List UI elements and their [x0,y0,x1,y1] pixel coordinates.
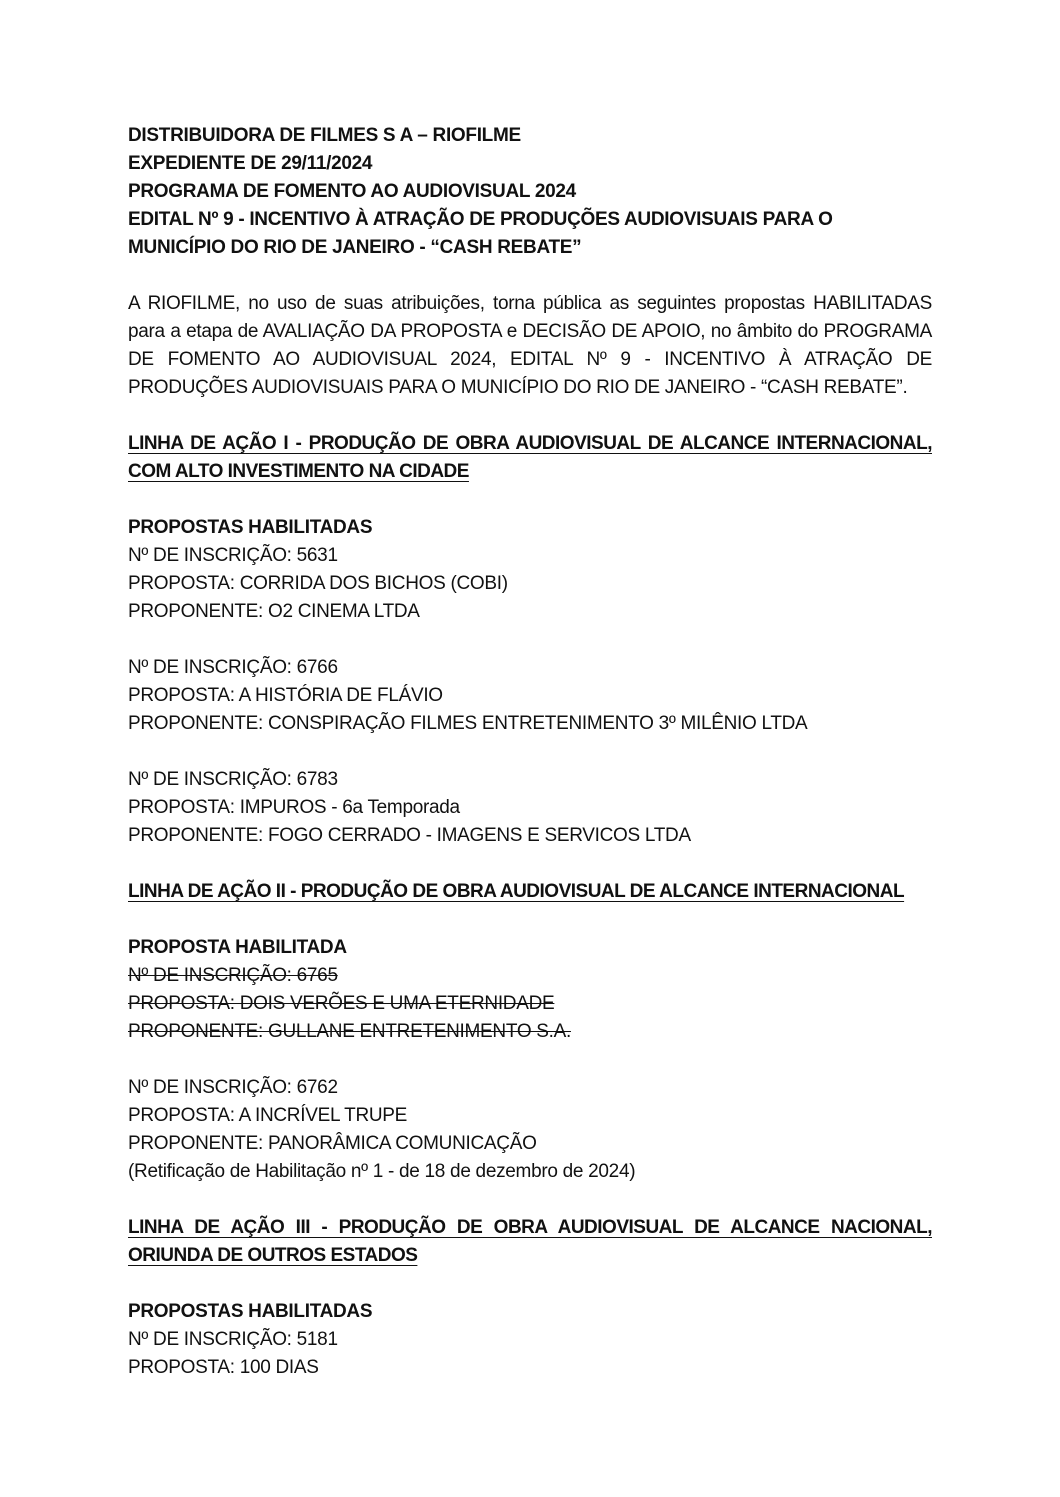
proposal-entry [128,542,932,626]
section-heading: LINHA DE AÇÃO I - PRODUÇÃO DE OBRA AUDIOVISUAL DE ALCANCE INTERNACIONAL, COM ALTO INVESTIMENTO NA CIDADE [128,433,932,482]
section-subheading: PROPOSTAS HABILITADAS [128,1301,373,1322]
proposal-entry-struck [128,962,932,1046]
section-linha-acao-2 [128,878,932,1186]
proposal-entry [128,1326,932,1382]
proposal-entry [128,766,932,850]
entry-proposta: PROPOSTA: A INCRÍVEL TRUPE [128,1105,408,1126]
entry-inscricao: Nº DE INSCRIÇÃO: 6762 [128,1077,338,1098]
header-line-company: DISTRIBUIDORA DE FILMES S A – RIOFILME [128,125,521,146]
entry-proposta: PROPOSTA: 100 DIAS [128,1357,319,1378]
entry-retificacao-note: (Retificação de Habilitação nº 1 - de 18 de dezembro de 2024) [128,1161,636,1182]
entry-proposta: PROPOSTA: DOIS VERÕES E UMA ETERNIDADE [128,993,555,1014]
header-line-expediente: EXPEDIENTE DE 29/11/2024 [128,153,373,174]
intro-paragraph: A RIOFILME, no uso de suas atribuições, torna pública as seguintes propostas HABILITADAS para a etapa de AVALIAÇÃO DA PROPOSTA e DECISÃO DE APOIO, no âmbito do PROGRAMA DE FOMENTO AO AUDIOVISUAL 2024, EDITAL Nº 9 - INCENTIVO À ATRAÇÃO DE PRODUÇÕES AUDIOVISUAIS PARA O MUNICÍPIO DO RIO DE JANEIRO - “CASH REBATE”. [128,293,932,398]
header-line-edital: EDITAL Nº 9 - INCENTIVO À ATRAÇÃO DE PRODUÇÕES AUDIOVISUAIS PARA O MUNICÍPIO DO RIO DE JANEIRO - “CASH REBATE” [128,209,833,258]
entry-proponente: PROPONENTE: CONSPIRAÇÃO FILMES ENTRETENIMENTO 3º MILÊNIO LTDA [128,713,808,734]
header-line-programa: PROGRAMA DE FOMENTO AO AUDIOVISUAL 2024 [128,181,576,202]
entry-proponente: PROPONENTE: O2 CINEMA LTDA [128,601,420,622]
entry-inscricao: Nº DE INSCRIÇÃO: 5631 [128,545,338,566]
entry-inscricao: Nº DE INSCRIÇÃO: 6766 [128,657,338,678]
entry-inscricao: Nº DE INSCRIÇÃO: 5181 [128,1329,338,1350]
section-heading: LINHA DE AÇÃO II - PRODUÇÃO DE OBRA AUDIOVISUAL DE ALCANCE INTERNACIONAL [128,881,905,902]
entry-proponente: PROPONENTE: FOGO CERRADO - IMAGENS E SERVICOS LTDA [128,825,691,846]
section-linha-acao-1 [128,430,932,850]
section-subheading: PROPOSTA HABILITADA [128,937,347,958]
proposal-entry [128,1074,932,1186]
section-heading: LINHA DE AÇÃO III - PRODUÇÃO DE OBRA AUDIOVISUAL DE ALCANCE NACIONAL, ORIUNDA DE OUTROS ESTADOS [128,1217,932,1266]
section-linha-acao-3 [128,1214,932,1382]
entry-proponente: PROPONENTE: PANORÂMICA COMUNICAÇÃO [128,1133,537,1154]
entry-proponente: PROPONENTE: GULLANE ENTRETENIMENTO S.A. [128,1021,571,1042]
entry-proposta: PROPOSTA: CORRIDA DOS BICHOS (COBI) [128,573,508,594]
section-subheading: PROPOSTAS HABILITADAS [128,517,373,538]
entry-inscricao: Nº DE INSCRIÇÃO: 6765 [128,965,338,986]
document-header [128,122,932,262]
entry-proposta: PROPOSTA: IMPUROS - 6a Temporada [128,797,460,818]
entry-inscricao: Nº DE INSCRIÇÃO: 6783 [128,769,338,790]
entry-proposta: PROPOSTA: A HISTÓRIA DE FLÁVIO [128,685,443,706]
proposal-entry [128,654,932,738]
